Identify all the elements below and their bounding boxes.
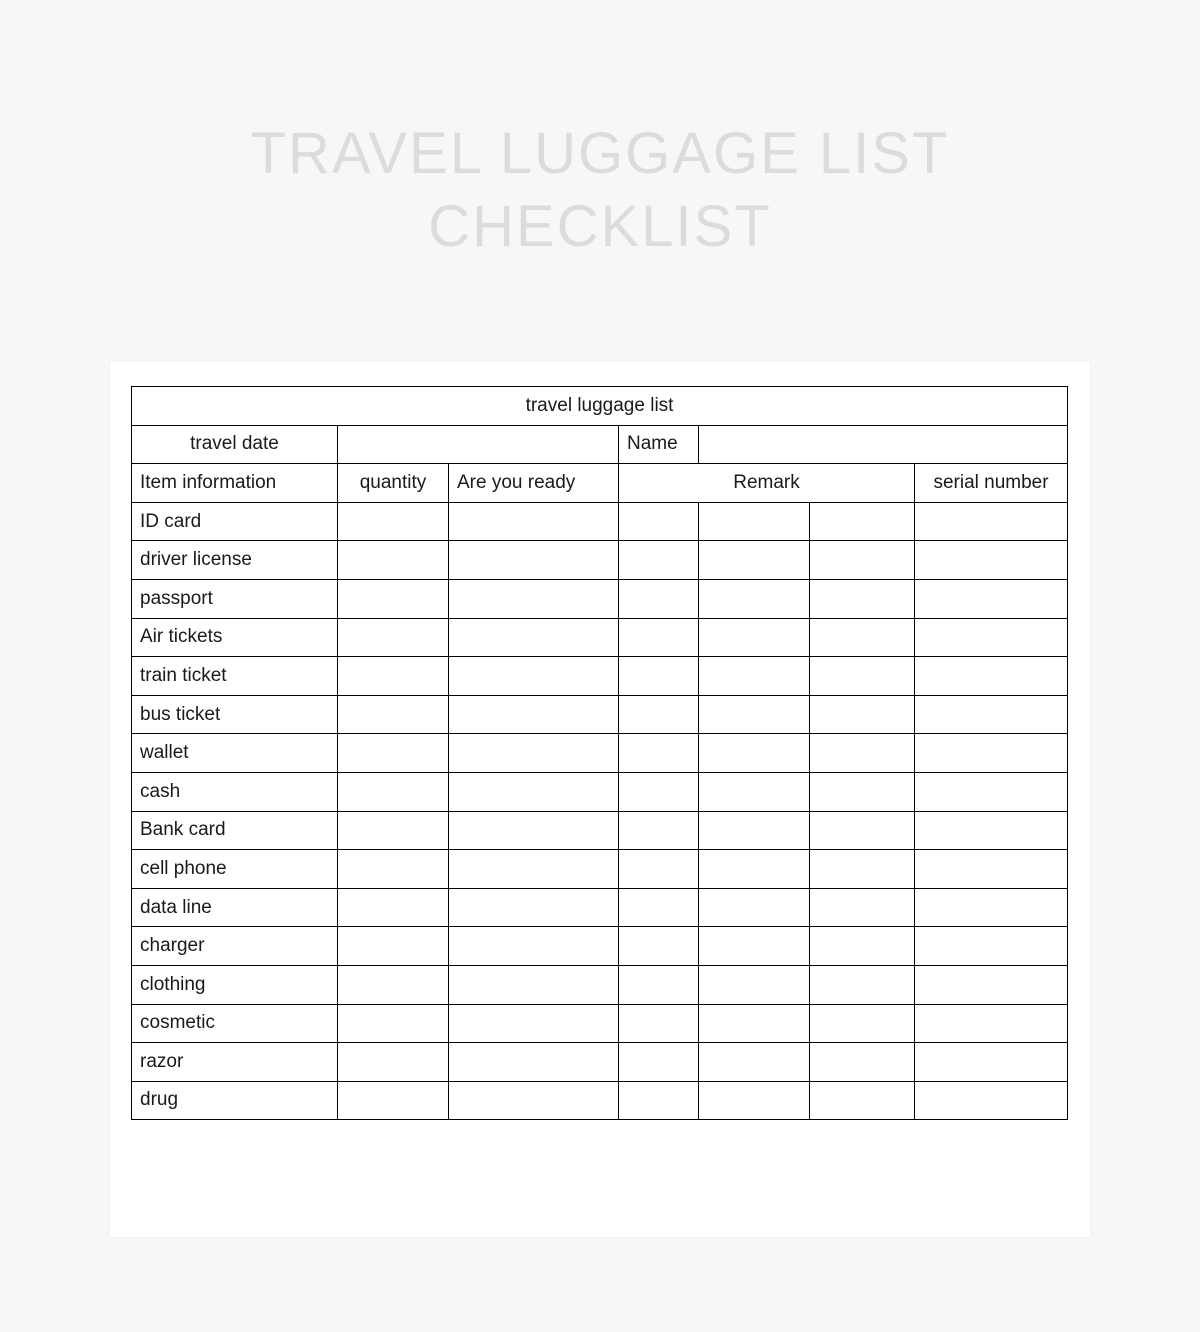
page-title xyxy=(0,118,1200,263)
meta-row xyxy=(132,425,1068,464)
cell-remark-c[interactable] xyxy=(810,579,915,618)
table-row xyxy=(132,502,1068,541)
cell-remark-b[interactable] xyxy=(699,811,810,850)
table-row xyxy=(132,1004,1068,1043)
cell-ready[interactable] xyxy=(449,502,619,541)
cell-serial[interactable] xyxy=(915,734,1068,773)
page-title-line-1: TRAVEL LUGGAGE LIST xyxy=(250,121,950,186)
item-name: cash xyxy=(132,772,338,811)
cell-ready[interactable] xyxy=(449,1004,619,1043)
cell-serial[interactable] xyxy=(915,1043,1068,1082)
cell-ready[interactable] xyxy=(449,888,619,927)
cell-ready[interactable] xyxy=(449,1081,619,1120)
cell-serial[interactable] xyxy=(915,850,1068,889)
cell-remark-c[interactable] xyxy=(810,772,915,811)
item-name: ID card xyxy=(132,502,338,541)
item-name: driver license xyxy=(132,541,338,580)
cell-remark-c[interactable] xyxy=(810,927,915,966)
cell-quantity[interactable] xyxy=(338,618,449,657)
cell-remark-a[interactable] xyxy=(619,657,699,696)
cell-quantity[interactable] xyxy=(338,888,449,927)
cell-ready[interactable] xyxy=(449,618,619,657)
cell-serial[interactable] xyxy=(915,965,1068,1004)
cell-serial[interactable] xyxy=(915,927,1068,966)
column-header-are-you-ready: Are you ready xyxy=(449,464,619,503)
column-header-remark: Remark xyxy=(619,464,915,503)
item-name: drug xyxy=(132,1081,338,1120)
document-sheet xyxy=(110,362,1090,1237)
cell-remark-c[interactable] xyxy=(810,1004,915,1043)
item-name: bus ticket xyxy=(132,695,338,734)
cell-serial[interactable] xyxy=(915,1004,1068,1043)
cell-serial[interactable] xyxy=(915,1081,1068,1120)
cell-remark-c[interactable] xyxy=(810,811,915,850)
table-row xyxy=(132,657,1068,696)
cell-remark-c[interactable] xyxy=(810,502,915,541)
cell-quantity[interactable] xyxy=(338,927,449,966)
cell-remark-c[interactable] xyxy=(810,965,915,1004)
cell-remark-a[interactable] xyxy=(619,579,699,618)
cell-ready[interactable] xyxy=(449,1043,619,1082)
checklist-table-body xyxy=(132,387,1068,1120)
column-header-quantity: quantity xyxy=(338,464,449,503)
cell-remark-b[interactable] xyxy=(699,850,810,889)
cell-remark-b[interactable] xyxy=(699,927,810,966)
item-name: cell phone xyxy=(132,850,338,889)
checklist-table-wrapper xyxy=(131,386,1068,1120)
table-row xyxy=(132,541,1068,580)
cell-quantity[interactable] xyxy=(338,965,449,1004)
cell-serial[interactable] xyxy=(915,695,1068,734)
table-row xyxy=(132,618,1068,657)
table-row xyxy=(132,1043,1068,1082)
travel-luggage-checklist-table xyxy=(131,386,1068,1120)
cell-serial[interactable] xyxy=(915,772,1068,811)
cell-quantity[interactable] xyxy=(338,579,449,618)
cell-quantity[interactable] xyxy=(338,772,449,811)
item-name: charger xyxy=(132,927,338,966)
cell-remark-b[interactable] xyxy=(699,1081,810,1120)
cell-remark-c[interactable] xyxy=(810,850,915,889)
cell-quantity[interactable] xyxy=(338,811,449,850)
table-row xyxy=(132,579,1068,618)
item-name: data line xyxy=(132,888,338,927)
cell-quantity[interactable] xyxy=(338,657,449,696)
cell-ready[interactable] xyxy=(449,695,619,734)
cell-ready[interactable] xyxy=(449,541,619,580)
name-value[interactable] xyxy=(699,425,1068,464)
sheet-title: travel luggage list xyxy=(132,387,1068,426)
cell-remark-a[interactable] xyxy=(619,1043,699,1082)
item-name: razor xyxy=(132,1043,338,1082)
cell-remark-b[interactable] xyxy=(699,579,810,618)
table-row xyxy=(132,772,1068,811)
cell-serial[interactable] xyxy=(915,618,1068,657)
cell-remark-a[interactable] xyxy=(619,502,699,541)
cell-remark-b[interactable] xyxy=(699,618,810,657)
cell-remark-c[interactable] xyxy=(810,541,915,580)
item-name: clothing xyxy=(132,965,338,1004)
cell-remark-c[interactable] xyxy=(810,734,915,773)
cell-remark-a[interactable] xyxy=(619,927,699,966)
title-row xyxy=(132,387,1068,426)
cell-remark-a[interactable] xyxy=(619,695,699,734)
cell-remark-a[interactable] xyxy=(619,734,699,773)
name-label: Name xyxy=(619,425,699,464)
table-row xyxy=(132,811,1068,850)
cell-quantity[interactable] xyxy=(338,541,449,580)
table-row xyxy=(132,850,1068,889)
item-name: wallet xyxy=(132,734,338,773)
cell-remark-a[interactable] xyxy=(619,811,699,850)
cell-remark-a[interactable] xyxy=(619,850,699,889)
cell-ready[interactable] xyxy=(449,850,619,889)
cell-serial[interactable] xyxy=(915,888,1068,927)
cell-quantity[interactable] xyxy=(338,1004,449,1043)
cell-remark-a[interactable] xyxy=(619,965,699,1004)
cell-remark-b[interactable] xyxy=(699,965,810,1004)
cell-remark-a[interactable] xyxy=(619,541,699,580)
cell-remark-c[interactable] xyxy=(810,618,915,657)
cell-ready[interactable] xyxy=(449,927,619,966)
page-title-line-2: CHECKLIST xyxy=(428,193,772,259)
cell-quantity[interactable] xyxy=(338,734,449,773)
cell-remark-b[interactable] xyxy=(699,888,810,927)
cell-remark-b[interactable] xyxy=(699,1043,810,1082)
cell-remark-b[interactable] xyxy=(699,502,810,541)
item-name: Bank card xyxy=(132,811,338,850)
cell-ready[interactable] xyxy=(449,734,619,773)
table-row xyxy=(132,695,1068,734)
cell-ready[interactable] xyxy=(449,811,619,850)
cell-remark-b[interactable] xyxy=(699,1004,810,1043)
cell-ready[interactable] xyxy=(449,965,619,1004)
cell-serial[interactable] xyxy=(915,502,1068,541)
cell-remark-c[interactable] xyxy=(810,1043,915,1082)
table-row xyxy=(132,1081,1068,1120)
cell-quantity[interactable] xyxy=(338,1081,449,1120)
item-name: Air tickets xyxy=(132,618,338,657)
cell-remark-b[interactable] xyxy=(699,772,810,811)
cell-ready[interactable] xyxy=(449,579,619,618)
travel-date-value[interactable] xyxy=(338,425,619,464)
cell-serial[interactable] xyxy=(915,579,1068,618)
cell-remark-a[interactable] xyxy=(619,1081,699,1120)
cell-remark-c[interactable] xyxy=(810,1081,915,1120)
cell-remark-b[interactable] xyxy=(699,541,810,580)
item-name: cosmetic xyxy=(132,1004,338,1043)
table-row xyxy=(132,888,1068,927)
cell-serial[interactable] xyxy=(915,541,1068,580)
column-header-serial-number: serial number xyxy=(915,464,1068,503)
cell-quantity[interactable] xyxy=(338,850,449,889)
cell-serial[interactable] xyxy=(915,657,1068,696)
column-header-item-information: Item information xyxy=(132,464,338,503)
cell-remark-a[interactable] xyxy=(619,888,699,927)
cell-quantity[interactable] xyxy=(338,502,449,541)
column-header-row xyxy=(132,464,1068,503)
item-name: train ticket xyxy=(132,657,338,696)
cell-quantity[interactable] xyxy=(338,1043,449,1082)
cell-ready[interactable] xyxy=(449,772,619,811)
cell-serial[interactable] xyxy=(915,811,1068,850)
cell-quantity[interactable] xyxy=(338,695,449,734)
cell-remark-b[interactable] xyxy=(699,657,810,696)
item-name: passport xyxy=(132,579,338,618)
table-row xyxy=(132,965,1068,1004)
cell-remark-a[interactable] xyxy=(619,1004,699,1043)
cell-remark-a[interactable] xyxy=(619,772,699,811)
cell-remark-b[interactable] xyxy=(699,734,810,773)
cell-remark-c[interactable] xyxy=(810,888,915,927)
table-row xyxy=(132,927,1068,966)
cell-remark-c[interactable] xyxy=(810,657,915,696)
cell-remark-a[interactable] xyxy=(619,618,699,657)
cell-remark-b[interactable] xyxy=(699,695,810,734)
travel-date-label: travel date xyxy=(132,425,338,464)
table-row xyxy=(132,734,1068,773)
cell-ready[interactable] xyxy=(449,657,619,696)
cell-remark-c[interactable] xyxy=(810,695,915,734)
